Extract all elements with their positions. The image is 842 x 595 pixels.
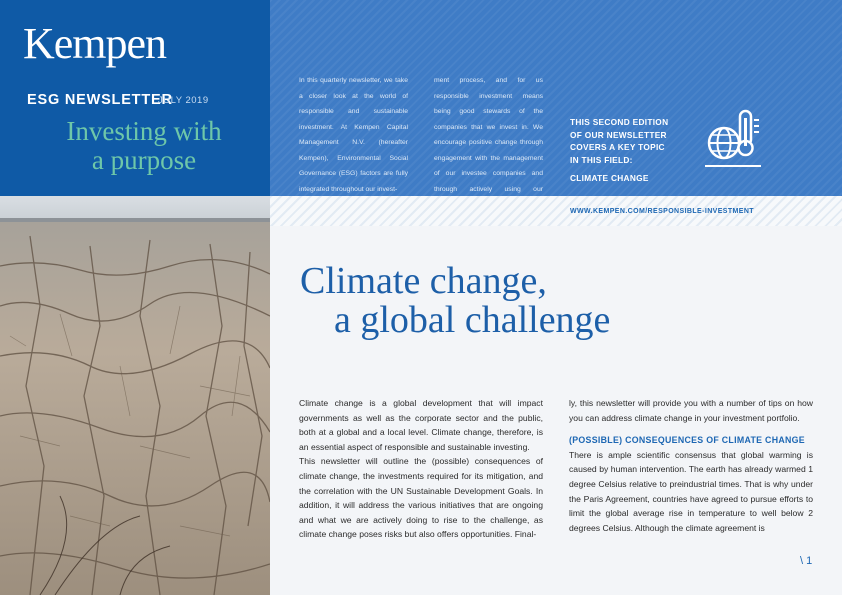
edition-note-line-1: THIS SECOND EDITION <box>570 117 669 127</box>
newsletter-title: ESG NEWSLETTER <box>27 92 173 108</box>
icon-underline <box>705 165 761 167</box>
website-link[interactable]: WWW.KEMPEN.COM/RESPONSIBLE-INVESTMENT <box>570 208 754 215</box>
body-paragraph: This newsletter will outline the (possible) consequences of climate change, the investments required for its mitigation, and the correlation with the UN Sustainable Development Goals. In addition, it will address the various initiatives that are ongoing and what we are actively doing to rise to the challenge, as climate change poses risks but also offers opportunities. Final- <box>299 456 543 540</box>
tagline-line-2: a purpose <box>91 145 197 175</box>
cracked-earth-photo <box>0 196 270 595</box>
pattern-band <box>270 196 842 226</box>
edition-note-line-2: OF OUR NEWSLETTER <box>570 129 667 140</box>
body-paragraph: There is ample scientific consensus that global warming is caused by human intervention. The earth has already warmed 1 degree Celsius relative to preindustrial times. That is why under the Paris Agreement, countries have agreed to pursue efforts to limit the global average rise in temperature to well below 2 degrees Celsius. Although the climate agreement is <box>569 449 813 533</box>
body-column-2 <box>569 396 813 535</box>
headline-line-1: Climate change, <box>300 260 547 302</box>
newsletter-date: JULY 2019 <box>158 95 209 106</box>
tagline <box>24 117 264 175</box>
intro-text-column-1: In this quarterly newsletter, we take a closer look at the world of responsible and sustainable investment. At Kempen Capital Management N.V. (hereafter Kempen), Environmental Social Governance (ESG) factors are fully integrated throughout our invest- <box>299 77 408 193</box>
globe-thermometer-icon <box>704 108 762 164</box>
page-number: \ 1 <box>800 555 813 567</box>
kempen-logo: Kempen <box>23 19 167 68</box>
body-paragraph: ly, this newsletter will provide you with a number of tips on how you can address climate change in your investment portfolio. <box>569 398 813 423</box>
edition-note-line-3: COVERS A KEY TOPIC <box>570 142 665 153</box>
intro-text-column-2: ment process, and for us responsible investment means being good stewards of the companies that we invest in. We encourage positive change through engagement with the management of our investee companies and through actively using our <box>434 77 543 193</box>
edition-topic: CLIMATE CHANGE <box>570 173 649 183</box>
tagline-line-1: Investing with <box>66 116 222 146</box>
body-column-1 <box>299 396 543 542</box>
article-headline <box>300 262 610 340</box>
section-heading: (POSSIBLE) CONSEQUENCES OF CLIMATE CHANGE <box>569 435 805 446</box>
headline-line-2: a global challenge <box>334 299 611 341</box>
edition-note <box>570 116 688 167</box>
edition-note-line-4: IN THIS FIELD: <box>570 155 633 166</box>
body-paragraph: Climate change is a global development that will impact governments as well as the corporate sector and the public, both at a global and a local level. Climate change, therefore, is an essential aspect of responsible and sustainable investing. <box>299 398 543 452</box>
